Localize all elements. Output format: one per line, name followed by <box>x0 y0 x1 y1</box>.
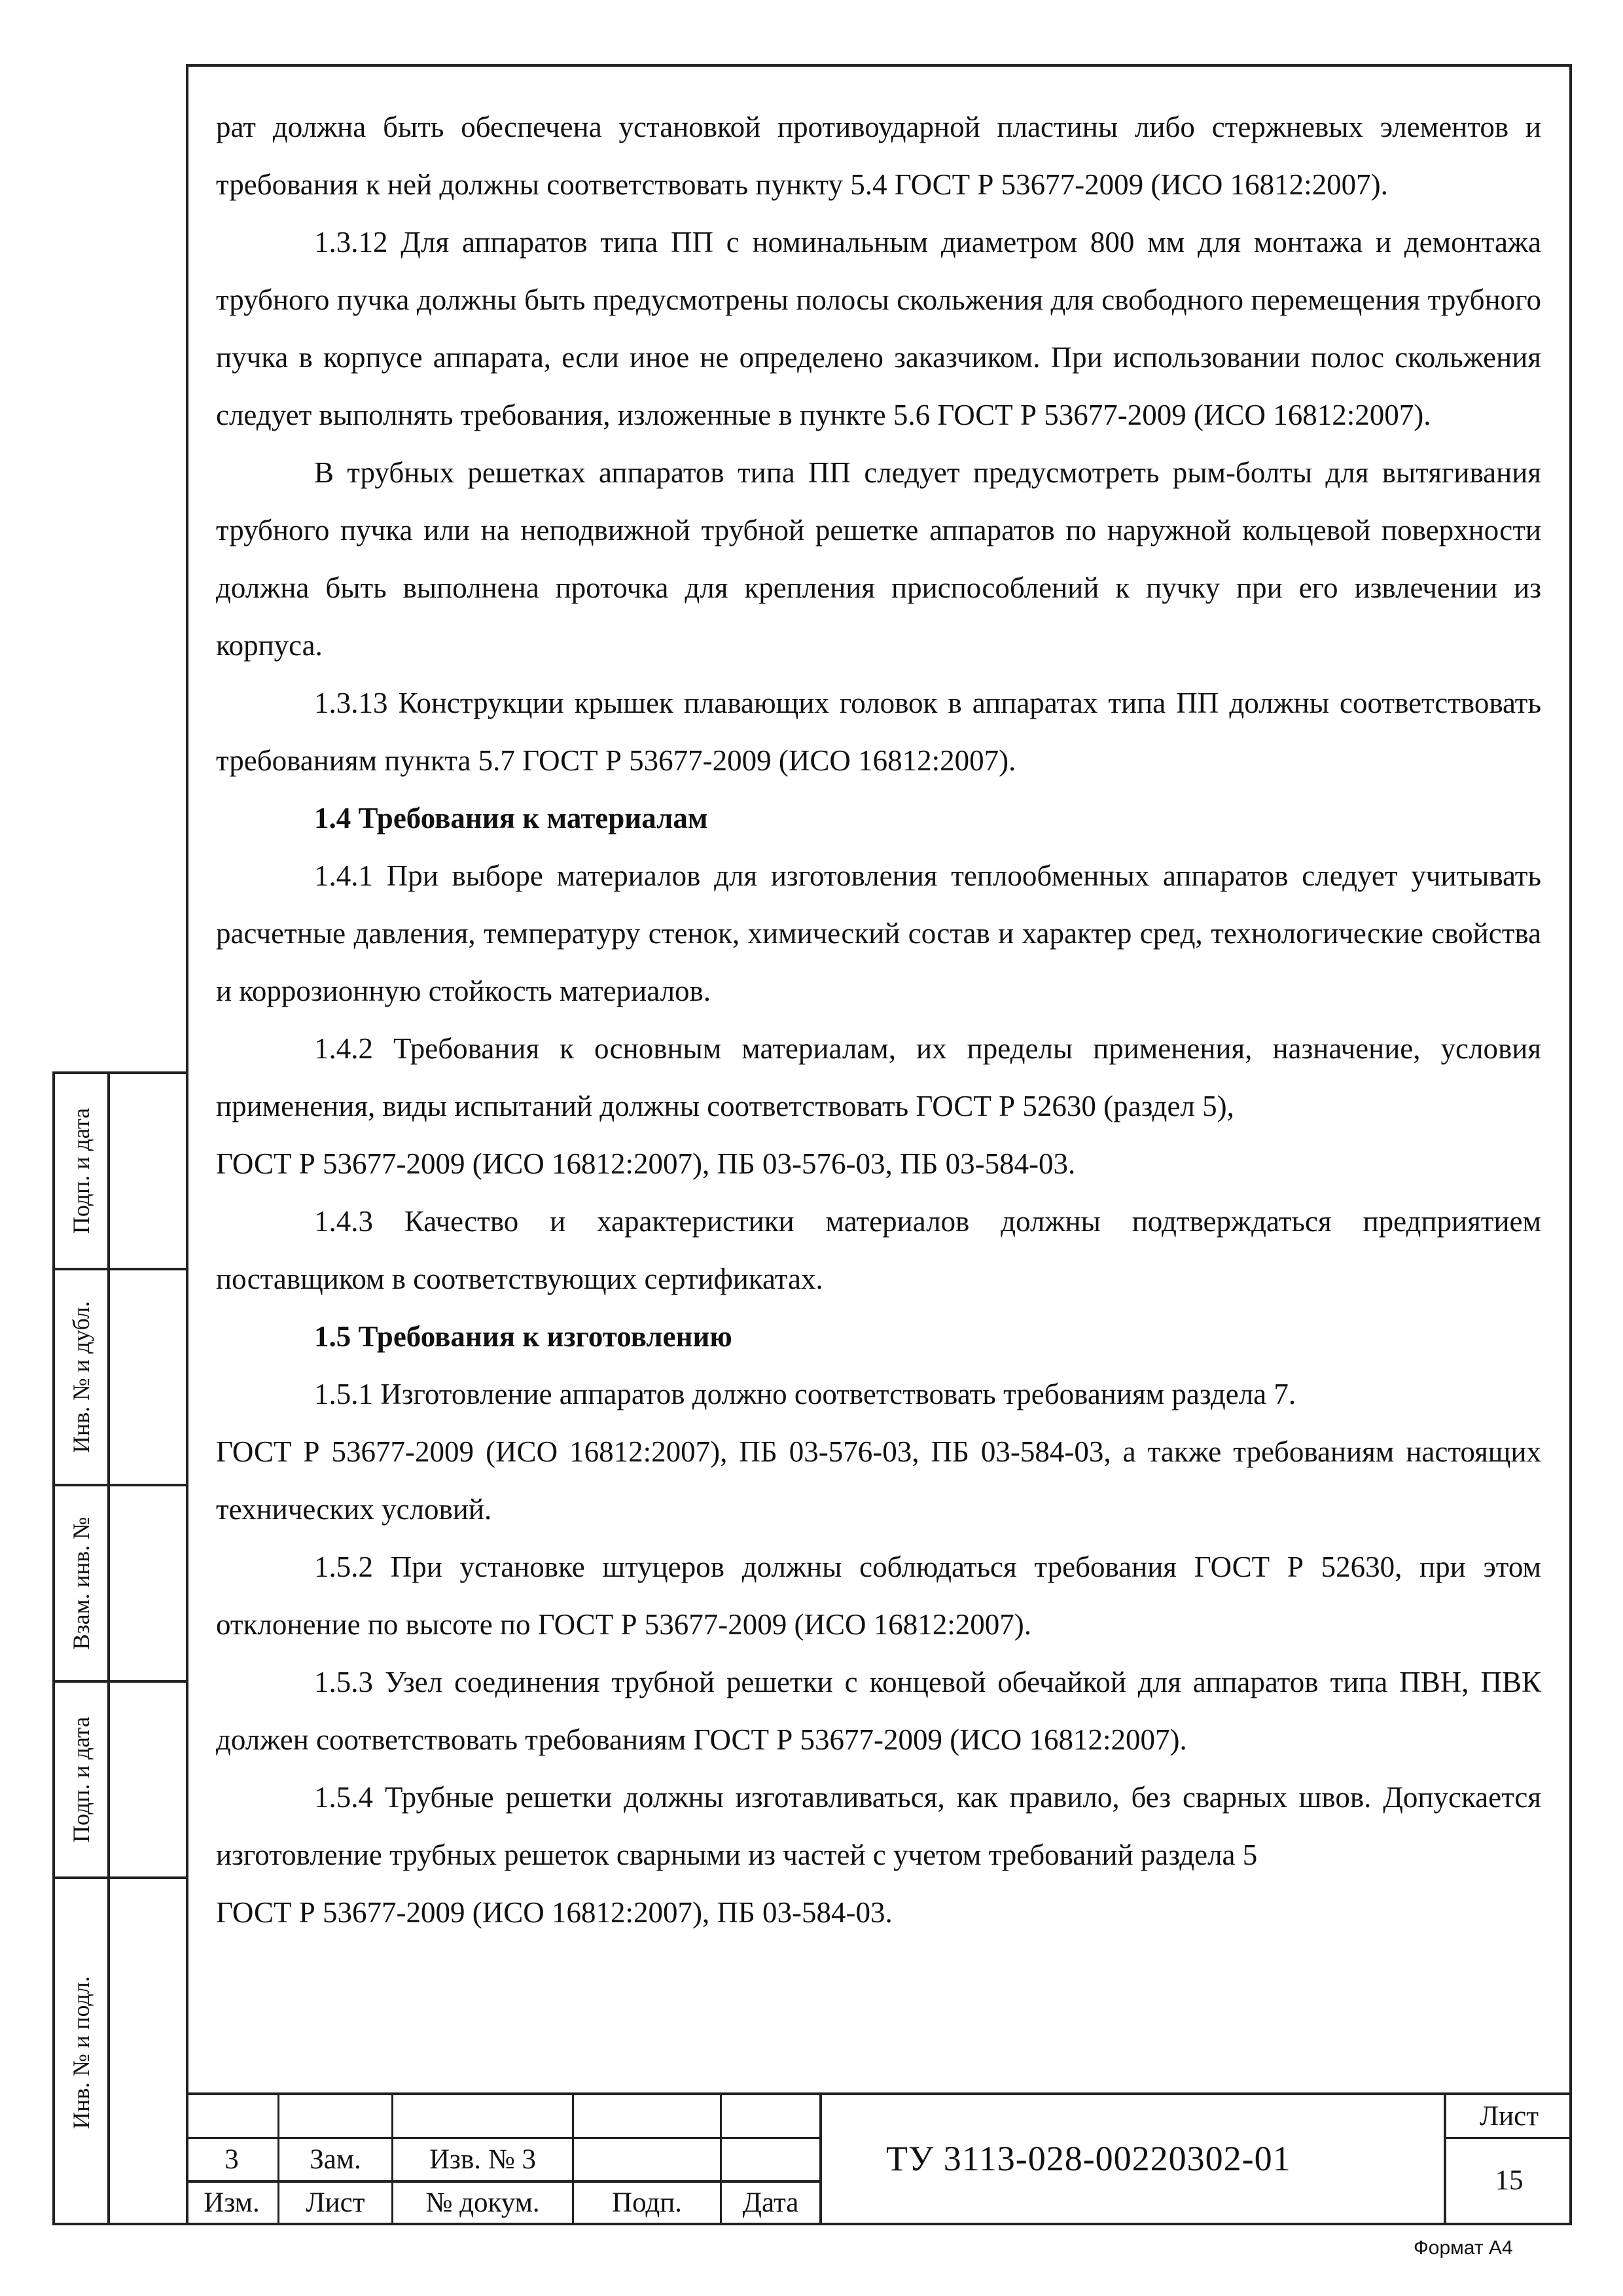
paragraph: 1.4.3 Качество и характеристики материалов должны подтверждаться предприятием поставщиком в соответствующих сертификатах. <box>216 1205 1541 1295</box>
section-heading: 1.5 Требования к изготовлению <box>314 1320 732 1353</box>
stamp-cell-signature-date-2 <box>55 1683 186 1879</box>
section-heading: 1.4 Требования к материалам <box>314 802 708 834</box>
stamp-label: Подп. и дата <box>68 1716 94 1843</box>
paragraph: 1.4.2 Требования к основным материалам, их пределы применения, назначение, условия применения, виды испытаний должны соответствовать ГОСТ Р 52630 (раздел 5), <box>216 1032 1541 1122</box>
paragraph: ГОСТ Р 53677-2009 (ИСО 16812:2007), ПБ 03-576-03, ПБ 03-584-03, а также требованиям настоящих технических условий. <box>216 1435 1541 1526</box>
paragraph: 1.4.1 При выборе материалов для изготовления теплообменных аппаратов следует учитывать расчетные давления, температуру стенок, химический состав и характер сред, технологические свойства и коррозионную стойкость материалов. <box>216 859 1541 1007</box>
hdr-doc: № докум. <box>425 2187 540 2218</box>
title-block-line <box>1446 2137 1572 2139</box>
rev-change: Зам. <box>310 2144 361 2175</box>
title-block-line <box>186 2092 1572 2095</box>
stamp-label-cell <box>55 1486 110 1680</box>
stamp-label: Инв. № и дубл. <box>68 1300 94 1454</box>
stamp-cell-original-inventory <box>55 1879 186 2225</box>
sheet-number: 15 <box>1495 2165 1524 2196</box>
paragraph: рат должна быть обеспечена установкой противоударной пластины либо стержневых элементов и требования к ней должны соответствовать пункту 5.4 ГОСТ Р 53677-2009 (ИСО 16812:2007). <box>216 111 1541 201</box>
rev-doc: Изв. № 3 <box>429 2144 537 2175</box>
paragraph: 1.5.4 Трубные решетки должны изготавливаться, как правило, без сварных швов. Допускается изготовление трубных решеток сварными из частей с учетом требований раздела 5 <box>216 1781 1541 1871</box>
title-block-line <box>186 2137 819 2139</box>
hdr-list: Лист <box>306 2187 365 2218</box>
paragraph: ГОСТ Р 53677-2009 (ИСО 16812:2007), ПБ 03-576-03, ПБ 03-584-03. <box>216 1147 1076 1180</box>
document-code: ТУ 3113-028-00220302-01 <box>886 2139 1291 2178</box>
stamp-label: Подп. и дата <box>68 1107 94 1234</box>
stamp-label-cell <box>55 1074 110 1268</box>
paragraph: ГОСТ Р 53677-2009 (ИСО 16812:2007), ПБ 03-584-03. <box>216 1896 893 1929</box>
rev-number: 3 <box>224 2144 239 2175</box>
paragraph: 1.3.12 Для аппаратов типа ПП с номинальным диаметром 800 мм для монтажа и демонтажа трубного пучка должны быть предусмотрены полосы скольжения для свободного перемещения трубного пучка в корпусе аппарата, если иное не определено заказчиком. При использовании полос скольжения следует выполнять требования, изложенные в пункте 5.6 ГОСТ Р 53677-2009 (ИСО 16812:2007). <box>216 226 1541 431</box>
document-body <box>216 98 1541 1941</box>
margin-stamp <box>52 1071 186 2225</box>
stamp-label-cell <box>55 1683 110 1876</box>
paragraph: В трубных решетках аппаратов типа ПП следует предусмотреть рым-болты для вытягивания трубного пучка или на неподвижной трубной решетке аппаратов по наружной кольцевой поверхности должна быть выполнена проточка для крепления приспособлений к пучку при его извлечении из корпуса. <box>216 456 1541 662</box>
title-block-line <box>819 2092 822 2225</box>
title-block <box>186 2092 1572 2225</box>
paragraph: 1.5.2 При установке штуцеров должны соблюдаться требования ГОСТ Р 52630, при этом отклонение по высоте по ГОСТ Р 53677-2009 (ИСО 16812:2007). <box>216 1551 1541 1641</box>
stamp-label: Инв. № и подл. <box>68 1975 94 2129</box>
paragraph: 1.3.13 Конструкции крышек плавающих головок в аппаратах типа ПП должны соответствовать требованиям пункта 5.7 ГОСТ Р 53677-2009 (ИСО 16812:2007). <box>216 687 1541 777</box>
stamp-label-cell <box>55 1270 110 1484</box>
stamp-cell-dup-inventory <box>55 1270 186 1486</box>
hdr-podp: Подп. <box>612 2187 682 2218</box>
stamp-cell-signature-date <box>55 1074 186 1270</box>
format-label: Формат А4 <box>1414 2237 1513 2259</box>
hdr-data: Дата <box>742 2187 799 2218</box>
stamp-cell-replacement-inventory <box>55 1486 186 1683</box>
hdr-izm: Изм. <box>204 2187 260 2218</box>
sheet-label: Лист <box>1479 2101 1539 2132</box>
stamp-label: Взам. инв. № <box>68 1516 94 1650</box>
stamp-label-cell <box>55 1879 110 2225</box>
paragraph: 1.5.3 Узел соединения трубной решетки с концевой обечайкой для аппаратов типа ПВН, ПВК должен соответствовать требованиям ГОСТ Р 53677-2009 (ИСО 16812:2007). <box>216 1666 1541 1756</box>
paragraph: 1.5.1 Изготовление аппаратов должно соответствовать требованиям раздела 7. <box>314 1378 1296 1410</box>
